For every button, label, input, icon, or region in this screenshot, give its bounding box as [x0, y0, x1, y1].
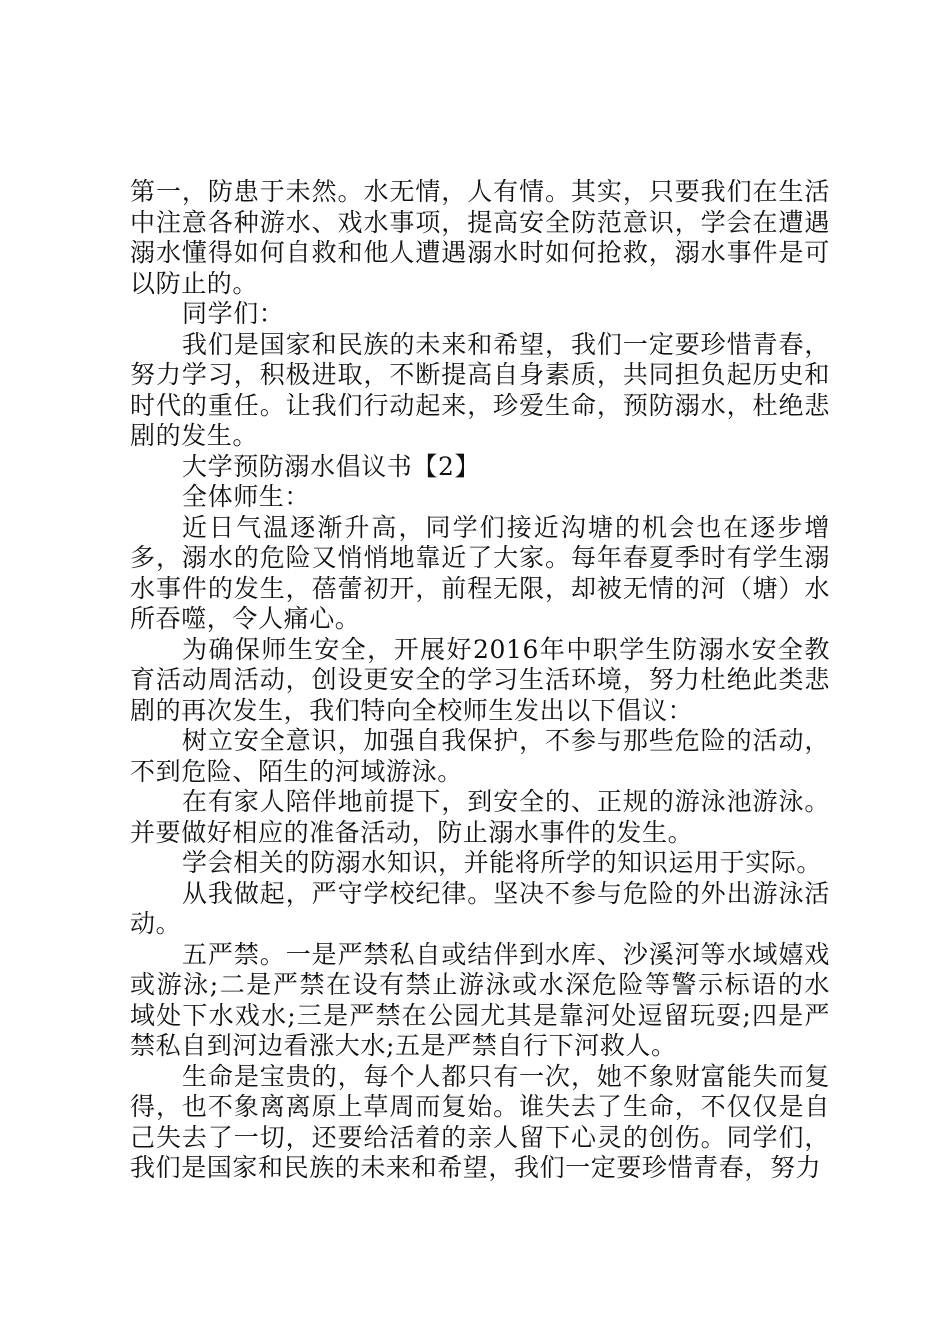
section-heading: 大学预防溺水倡议书【2】	[182, 451, 481, 481]
paragraph: 从我做起，严守学校纪律。坚决不参与危险的外出游泳活动。	[130, 878, 830, 938]
paragraph: 生命是宝贵的，每个人都只有一次，她不象财富能失而复得，也不象离离原上草周而复始。谁失去了生命，不仅仅是自己失去了一切，还要给活着的亲人留下心灵的创伤。同学们，我们是国家和民族的未来和希望，我们一定要珍惜青春，努力	[130, 1061, 830, 1182]
paragraph: 同学们：	[182, 299, 285, 328]
paragraph: 学会相关的防溺水知识，并能将所学的知识运用于实际。	[182, 848, 823, 877]
paragraph: 为确保师生安全，开展好2016年中职学生防溺水安全教育活动周活动，创设更安全的学习生活环境，努力杜绝此类悲剧的再次发生，我们特向全校师生发出以下倡议：	[130, 634, 830, 725]
paragraph: 五严禁。一是严禁私自或结伴到水库、沙溪河等水域嬉戏或游泳;二是严禁在设有禁止游泳或水深危险等警示标语的水域处下水戏水;三是严禁在公园尤其是靠河处逗留玩耍;四是严禁私自到河边看涨大水;五是严禁自行下河救人。	[130, 939, 830, 1060]
paragraph: 树立安全意识，加强自我保护，不参与那些危险的活动，不到危险、陌生的河域游泳。	[130, 726, 830, 786]
paragraph: 在有家人陪伴地前提下，到安全的、正规的游泳池游泳。并要做好相应的准备活动，防止溺水事件的发生。	[130, 787, 830, 847]
paragraph: 第一，防患于未然。水无情，人有情。其实，只要我们在生活中注意各种游水、戏水事项，提高安全防范意识，学会在遭遇溺水懂得如何自救和他人遭遇溺水时如何抢救，溺水事件是可以防止的。	[130, 177, 830, 298]
paragraph: 我们是国家和民族的未来和希望，我们一定要珍惜青春，努力学习，积极进取，不断提高自身素质，共同担负起历史和时代的重任。让我们行动起来，珍爱生命，预防溺水，杜绝悲剧的发生。	[130, 329, 830, 450]
document-body	[130, 177, 830, 1184]
paragraph: 近日气温逐渐升高，同学们接近沟塘的机会也在逐步增多，溺水的危险又悄悄地靠近了大家。每年春夏季时有学生溺水事件的发生，蓓蕾初开，前程无限，却被无情的河（塘）水所吞噬，令人痛心。	[130, 512, 830, 633]
salutation: 全体师生：	[182, 482, 311, 511]
